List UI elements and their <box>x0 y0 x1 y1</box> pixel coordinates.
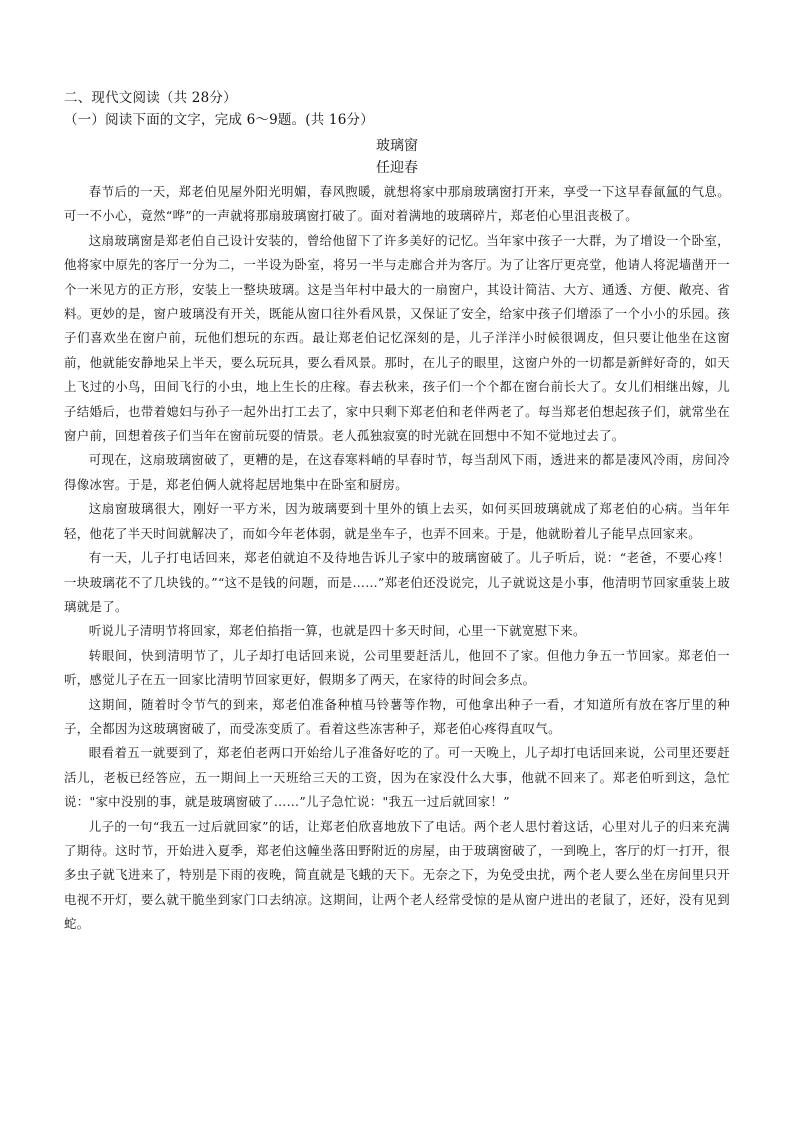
paragraph: 听说儿子清明节将回家，郑老伯掐指一算，也就是四十多天时间，心里一下就宽慰下来。 <box>88 623 586 639</box>
question-instruction: （一）阅读下面的文字，完成 6～9题。(共 16分） <box>64 112 374 128</box>
paragraph: 眼看着五一就要到了，郑老伯老两口开始给儿子准备好吃的了。可一天晚上，儿子却打电话回来说，公司里还要赶活儿，老板已经答应，五一期间上一天班给三天的工资，因为在家没什么大事，他就不回来了。郑老伯听到这，急忙说："家中没别的事，就是玻璃窗破了……”儿子急忙说："我五一过后就回家！” <box>64 745 730 810</box>
paragraph: 儿子的一句“我五一过后就回家”的话，让郑老伯欣喜地放下了电话。两个老人思忖着这话，心里对儿子的归来充满了期待。这时节，开始进入夏季，郑老伯这幢坐落田野附近的房屋，由于玻璃窗破了，一到晚上，客厅的灯一打开，很多虫子就飞进来了，特别是下雨的夜晚，简直就是飞蛾的天下。无奈之下，为免受虫扰，两个老人要么坐在房间里只开电视不开灯，要么就干脆坐到家门口去纳凉。这期间，让两个老人经常受惊的是从窗户进出的老鼠了，还好，没有见到蛇。 <box>64 818 730 932</box>
article-body <box>64 180 730 937</box>
paragraph: 这期间，随着时令节气的到来，郑老伯准备种植马铃薯等作物，可他拿出种子一看，才知道所有放在客厅里的种子，全都因为这玻璃窗破了，而受冻变质了。看着这些冻害种子，郑老伯心疼得直叹气。 <box>64 696 730 736</box>
section-heading: 二、现代文阅读（共 28分） <box>64 90 237 106</box>
paragraph: 有一天，儿子打电话回来，郑老伯就迫不及待地告诉儿子家中的玻璃窗破了。儿子听后，说：“老爸，不要心疼！一块玻璃花不了几块钱的。”“这不是钱的问题，而是……”郑老伯还没说完，儿子就说这是小事，他清明节回家重装上玻璃就是了。 <box>64 550 730 614</box>
article-title: 玻璃窗 <box>376 138 418 154</box>
paragraph: 春节后的一天，郑老伯见屋外阳光明媚，春风煦暖，就想将家中那扇玻璃窗打开来，享受一下这早春氤氲的气息。可一不小心，竟然“哗”的一声就将那扇玻璃窗打破了。面对着满地的玻璃碎片，郑老伯心里沮丧极了。 <box>64 184 730 224</box>
paragraph: 这扇窗玻璃很大，刚好一平方米，因为玻璃要到十里外的镇上去买，如何买回玻璃就成了郑老伯的心病。当年年轻，他花了半天时间就解决了，而如今年老体弱，就是坐车子，也弄不回来。于是，他就盼着儿子能早点回家来。 <box>64 501 730 541</box>
article-author: 任迎春 <box>376 160 418 176</box>
paragraph: 这扇玻璃窗是郑老伯自己设计安装的，曾给他留下了许多美好的记忆。当年家中孩子一大群，为了增设一个卧室，他将家中原先的客厅一分为二，一半设为卧室，将另一半与走廊合并为客厅。为了让客厅更亮堂，他请人将泥墙凿开一个一米见方的正方形，安装上一整块玻璃。这是当年村中最大的一扇窗户，其设计简洁、大方、通透、方便、敞亮、省料。更妙的是，窗户玻璃没有开关，既能从窗口往外看风景，又保证了安全，给家中孩子们增添了一个小小的乐园。孩子们喜欢坐在窗户前，玩他们想玩的东西。最让郑老伯记忆深刻的是，儿子洋洋小时候很调皮，但只要让他坐在这窗前，他就能安静地呆上半天，要么玩玩具，要么看风景。那时，在儿子的眼里，这窗户外的一切都是新鲜好奇的，如天上飞过的小鸟，田间飞行的小虫，地上生长的庄稼。春去秋来，孩子们一个个都在窗台前长大了。女儿们相继出嫁，儿子结婚后，也带着媳妇与孙子一起外出打工去了，家中只剩下郑老伯和老伴两老了。每当郑老伯想起孩子们，就常坐在窗户前，回想着孩子们当年在窗前玩耍的情景。老人孤独寂寞的时光就在回想中不知不觉地过去了。 <box>64 232 730 444</box>
paragraph: 可现在，这扇玻璃窗破了，更糟的是，在这春寒料峭的早春时节，每当刮风下雨，透进来的都是凄风冷雨，房间冷得像冰窖。于是，郑老伯俩人就将起居地集中在卧室和厨房。 <box>64 452 730 492</box>
paragraph: 转眼间，快到清明节了，儿子却打电话回来说，公司里要赶活儿，他回不了家。但他力争五一节回家。郑老伯一听，感觉儿子在五一回家比清明节回家更好，假期多了两天，在家待的时间会多点。 <box>64 647 730 688</box>
page <box>64 88 730 937</box>
